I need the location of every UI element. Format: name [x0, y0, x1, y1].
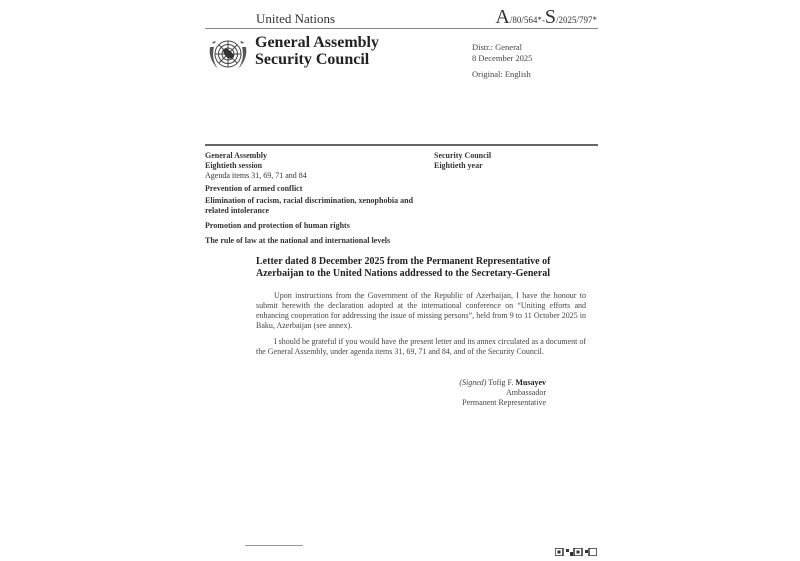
symbol-a-prefix: A	[495, 6, 510, 28]
document-date: 8 December 2025	[472, 53, 533, 63]
distribution: Distr.: General	[472, 42, 523, 52]
sc-title: Security Council	[434, 151, 492, 160]
distribution-block	[472, 42, 532, 64]
original-language: Original: English	[472, 69, 531, 79]
security-council-block	[434, 151, 491, 171]
signature-line	[440, 378, 546, 388]
signatory-first-name: Tofig F.	[488, 378, 514, 387]
symbol-s-prefix: S	[544, 6, 556, 28]
symbol-a-number: /80/564*-	[509, 15, 545, 25]
signed-label: (Signed)	[459, 378, 487, 387]
general-assembly-block	[205, 151, 307, 181]
letter-paragraph: I should be grateful if you would have the present letter and its annex circulated as a document of the General Assembly, under agenda items 31, 69, 71 and 84, and of the Security Council.	[256, 337, 586, 356]
letter-title: Letter dated 8 December 2025 from the Permanent Representative of Azerbaijan to the United Nations addressed to the Secretary-General	[256, 256, 551, 279]
symbol-s-number: /2025/797*	[555, 15, 597, 25]
ga-session: Eightieth session	[205, 161, 263, 170]
signature-block	[440, 378, 546, 408]
agenda-item: Promotion and protection of human rights	[205, 221, 350, 230]
ga-title: General Assembly	[205, 151, 267, 160]
body-name-security-council: Security Council	[255, 51, 370, 68]
footer-divider	[245, 545, 303, 546]
document-symbol	[495, 6, 597, 29]
body-name	[255, 34, 379, 68]
section-divider	[205, 144, 598, 146]
letter-paragraph: Upon instructions from the Government of the Republic of Azerbaijan, I have the honour to submit herewith the declaration adopted at the international conference on “Uniting efforts and enhancing cooperation for addressing the issue of missing persons”, held from 9 to 11 October 2025 in Baku, Azerbaijan (see annex).	[256, 291, 586, 330]
sc-year: Eightieth year	[434, 161, 483, 170]
body-name-general-assembly: General Assembly	[255, 34, 379, 51]
signatory-title: Ambassador	[506, 388, 546, 397]
agenda-item: Elimination of racism, racial discrimination, xenophobia and related intolerance	[205, 196, 414, 215]
agenda-item: Prevention of armed conflict	[205, 184, 303, 193]
signatory-last-name: Musayev	[515, 378, 546, 387]
ga-agenda: Agenda items 31, 69, 71 and 84	[205, 171, 307, 180]
organization-label: United Nations	[256, 11, 336, 26]
header-divider	[205, 28, 598, 29]
signatory-position: Permanent Representative	[462, 398, 546, 407]
agenda-item: The rule of law at the national and international levels	[205, 236, 391, 245]
un-emblem-icon	[206, 33, 250, 77]
